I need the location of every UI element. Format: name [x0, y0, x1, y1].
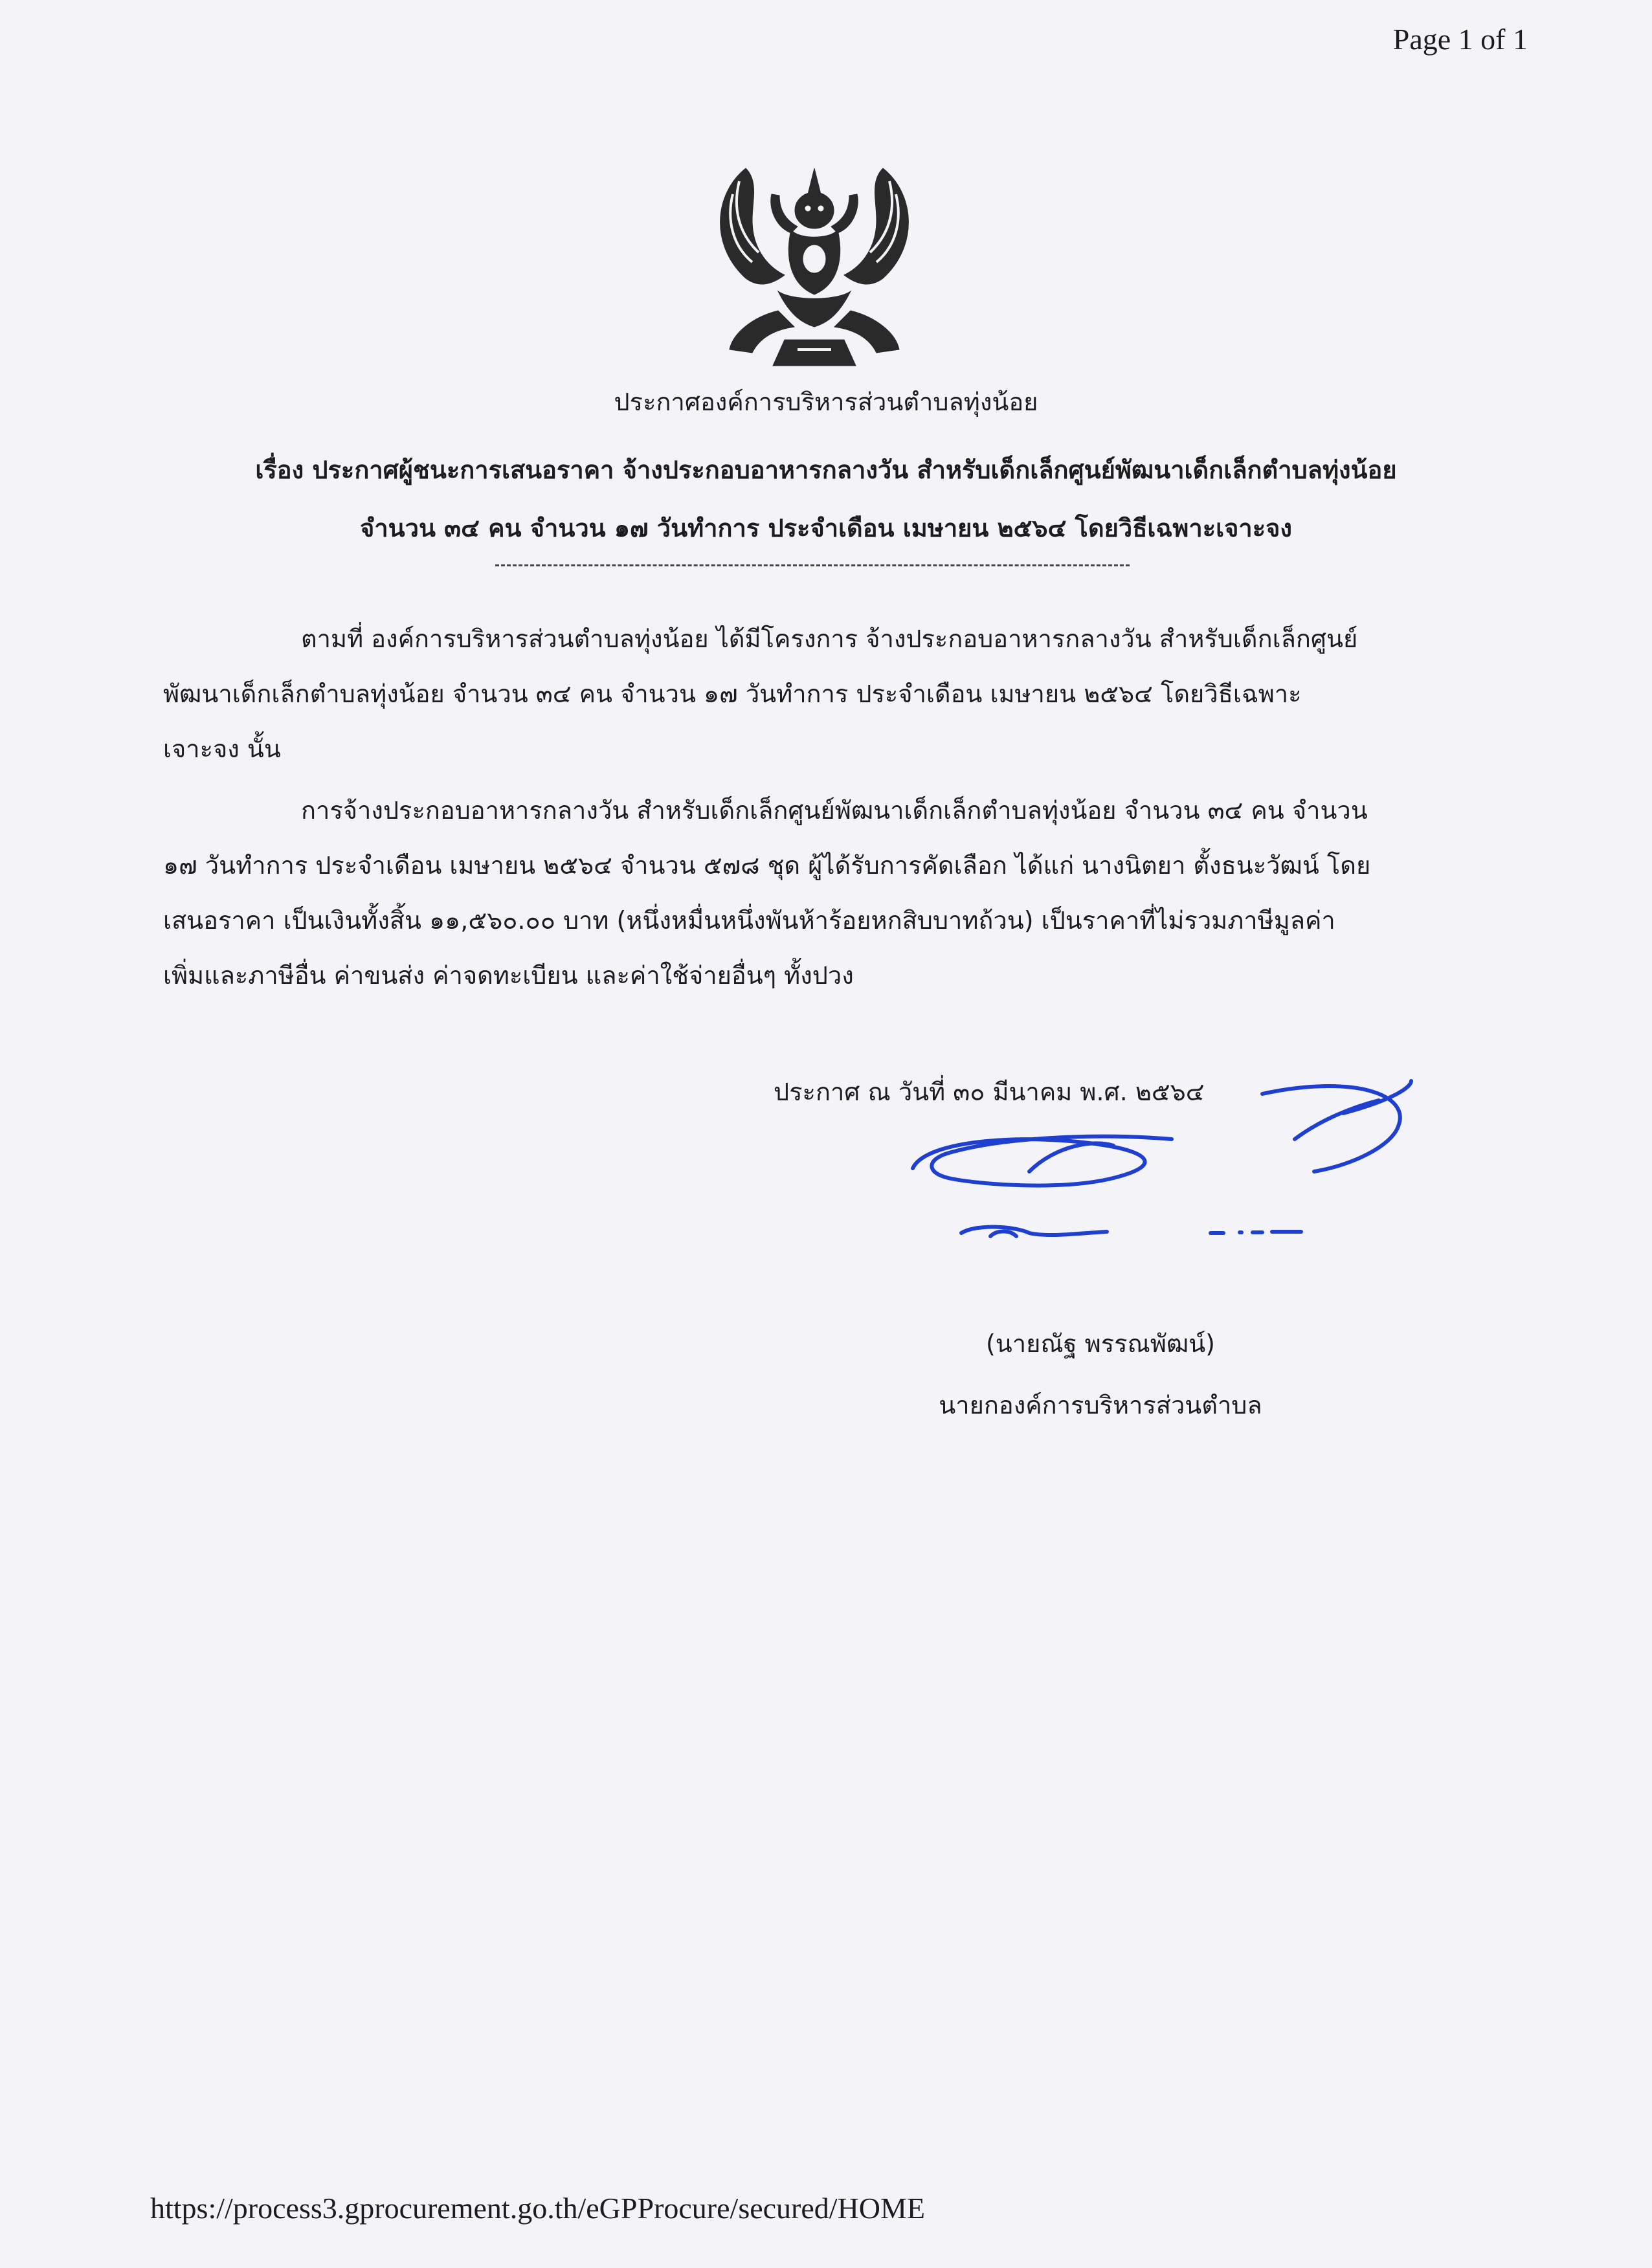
handwritten-signature [900, 1074, 1450, 1269]
body-paragraph-1-line-2: พัฒนาเด็กเล็กตำบลทุ่งน้อย จำนวน ๓๔ คน จำนวน ๑๗ วันทำการ ประจำเดือน เมษายน ๒๕๖๔ โดยวิธีเฉพาะ [163, 680, 1302, 708]
garuda-emblem-icon [707, 155, 922, 375]
body-paragraph-1-line-3: เจาะจง นั้น [163, 735, 281, 763]
body-paragraph-2-line-3: เสนอราคา เป็นเงินทั้งสิ้น ๑๑,๕๖๐.๐๐ บาท (หนึ่งหมื่นหนึ่งพันห้าร้อยหกสิบบาทถ้วน) เป็นราคาที่ไม่รวมภาษีมูลค่า [163, 906, 1335, 935]
body-paragraph-2-line-4: เพิ่มและภาษีอื่น ค่าขนส่ง ค่าจดทะเบียน และค่าใช้จ่ายอื่นๆ ทั้งปวง [163, 961, 854, 990]
signer-name: (นายณัฐ พรรณพัฒน์) [985, 1329, 1215, 1358]
body-paragraph-2-line-1: การจ้างประกอบอาหารกลางวัน สำหรับเด็กเล็กศูนย์พัฒนาเด็กเล็กตำบลทุ่งน้อย จำนวน ๓๔ คน จำนวน [301, 796, 1368, 825]
footer-url: https://process3.gprocurement.go.th/eGPProcure/secured/HOME [150, 2192, 926, 2225]
body-paragraph-2-line-2: ๑๗ วันทำการ ประจำเดือน เมษายน ๒๕๖๔ จำนวน ๕๗๘ ชุด ผู้ได้รับการคัดเลือก ได้แก่ นางนิตยา ตั้งธนะวัฒน์ โดย [163, 851, 1371, 880]
page-number: Page 1 of 1 [1392, 23, 1528, 56]
announcement-subject-continued: จำนวน ๓๔ คน จำนวน ๑๗ วันทำการ ประจำเดือน เมษายน ๒๕๖๔ โดยวิธีเฉพาะเจาะจง [360, 514, 1292, 542]
announcement-heading: ประกาศองค์การบริหารส่วนตำบลทุ่งน้อย [614, 388, 1038, 416]
signer-title: นายกองค์การบริหารส่วนตำบล [939, 1391, 1262, 1419]
body-paragraph-1-line-1: ตามที่ องค์การบริหารส่วนตำบลทุ่งน้อย ได้มีโครงการ จ้างประกอบอาหารกลางวัน สำหรับเด็กเล็กศูนย์ [301, 625, 1358, 653]
announcement-date: ประกาศ ณ วันที่ ๓๐ มีนาคม พ.ศ. ๒๕๖๔ [774, 1078, 1205, 1106]
announcement-subject: เรื่อง ประกาศผู้ชนะการเสนอราคา จ้างประกอบอาหารกลางวัน สำหรับเด็กเล็กศูนย์พัฒนาเด็กเล็กตำบลทุ่งน้อย [255, 456, 1397, 484]
heading-divider [495, 564, 1130, 566]
